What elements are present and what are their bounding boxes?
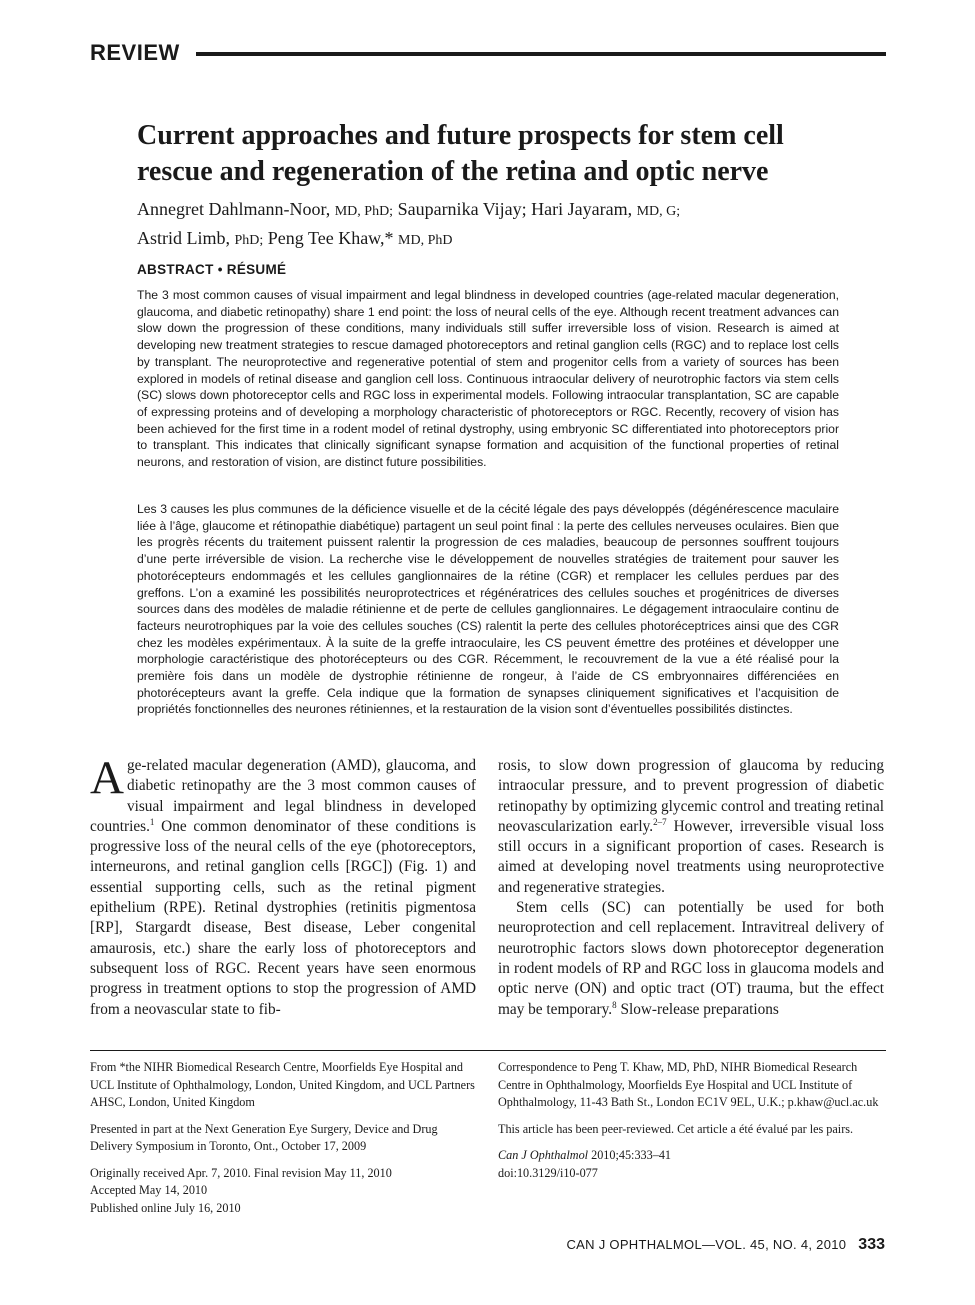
author-degrees: MD, PhD <box>398 233 453 248</box>
doi-link[interactable]: doi:10.3129/i10-077 <box>498 1165 598 1180</box>
reference-marker[interactable]: 2–7 <box>653 816 667 827</box>
article-title: Current approaches and future prospects for stem cell rescue and regeneration of the retina and optic nerve <box>137 120 784 187</box>
section-rule <box>196 52 886 56</box>
body-text: Stem cells (SC) can potentially be used for both neuroprotection and cell replacement. Intravitreal delivery of neurotrophic factors slows down photoreceptor degeneration in rodent models of RP and RGC loss in glaucoma models and optic nerve (ON) and optic tract (OT) trauma, but the effect may be temporary. <box>498 899 884 1018</box>
published-date: Published online July 16, 2010 <box>90 1200 241 1215</box>
footer-journal: CAN J OPHTHALMOL—VOL. 45, NO. 4, 2010 <box>566 1237 847 1252</box>
author-name: Hari Jayaram, <box>531 199 633 219</box>
author-name: Annegret Dahlmann-Noor, <box>137 199 331 219</box>
author-degrees: PhD; <box>234 233 264 248</box>
page-number: 333 <box>858 1236 885 1253</box>
history-note <box>90 1165 480 1218</box>
body-text: One common denominator of these conditions is progressive loss of the neural cells of the eye (photoreceptors, interneurons, and retinal ganglion cells [RGC]) (Fig. 1) and essential supporting cells, such as the retinal pigment epithelium (RPE). Retinal dystrophies (retinitis pigmentosa [RP], Stargardt disease, Best disease, Leber congenital amaurosis, etc.) share the early loss of photoreceptors and subsequent loss of RGC. Recent years have seen enormous progress in treatment options to stop the progression of AMD from a neovascular state to fib- <box>90 817 476 1018</box>
received-date: Originally received Apr. 7, 2010. Final revision May 11, 2010 <box>90 1165 392 1180</box>
body-paragraph <box>90 752 476 1020</box>
body-text: ge-related macular degeneration (AMD), glaucoma, and diabetic retinopathy are the 3 most common causes of visual impairment and legal blindness in developed countries. <box>90 757 476 835</box>
affiliation-note: From *the NIHR Biomedical Research Centre, Moorfields Eye Hospital and UCL Institute of Ophthalmology, London, United Kingdom, and UCL Partners AHSC, London, United Kingdom <box>90 1060 475 1109</box>
section-label: REVIEW <box>90 40 180 65</box>
running-footer <box>566 1236 885 1254</box>
body-column-left <box>90 752 476 1020</box>
body-text: However, irreversible visual loss still occurs in a significant proportion of cases. Research is aimed at developing novel treatments using neuroprotective and regenerative strategies. <box>498 817 884 896</box>
citation-journal: Can J Ophthalmol <box>498 1148 589 1162</box>
accepted-date: Accepted May 14, 2010 <box>90 1183 208 1197</box>
body-paragraph <box>498 898 884 1020</box>
author-list <box>137 196 837 254</box>
reference-marker[interactable]: 1 <box>149 816 155 827</box>
author-name: Astrid Limb, <box>137 228 230 248</box>
author-name: Sauparnika Vijay; <box>397 199 527 219</box>
footnotes-right <box>498 1059 888 1191</box>
footnote-divider <box>90 1050 886 1051</box>
peer-review-note: This article has been peer-reviewed. Cet article a été évalué par les pairs. <box>498 1121 854 1136</box>
body-text: rosis, to slow down progression of glaucoma by reducing intraocular pressure, and to prevent progression of diabetic retinopathy by optimizing glycemic control and treating retinal neovascularization early. <box>498 757 884 835</box>
reference-marker[interactable]: 8 <box>612 999 617 1010</box>
abstract-heading: ABSTRACT • RÉSUMÉ <box>137 262 287 277</box>
presentation-note: Presented in part at the Next Generation Eye Surgery, Device and Drug Delivery Symposium in Toronto, Ont., October 17, 2009 <box>90 1121 438 1153</box>
author-degrees: MD, PhD; <box>334 204 394 219</box>
body-paragraph <box>498 756 884 898</box>
body-column-right <box>498 756 884 1020</box>
body-text: Slow-release preparations <box>616 1000 779 1018</box>
citation-volume: 2010;45:333–41 <box>588 1148 672 1162</box>
section-header <box>90 38 886 68</box>
correspondence-note: Correspondence to Peng T. Khaw, MD, PhD, NIHR Biomedical Research Centre in Ophthalmology, Moorfields Eye Hospital and UCL Institute of Ophthalmology, 11-43 Bath St., London EC1V 9EL, U.K.; p.khaw@ucl.ac.uk <box>498 1060 879 1109</box>
drop-cap: A <box>90 752 124 804</box>
abstract-english: The 3 most common causes of visual impairment and legal blindness in developed countries (age-related macular degeneration, glaucoma, and diabetic retinopathy) share 1 end point: the loss of neural cells of the eye. Although recent treatment advances can slow down the progression of these conditions, many individuals still suffer irreversible loss of vision. Research is aimed at developing new treatment strategies to rescue damaged photoreceptors and retinal ganglion cells (RGC) and to replace lost cells by transplant. The neuroprotective and regenerative potential of stem and progenitor cells from a variety of sources has been explored in models of retinal disease and ganglion cell loss. Continuous intraocular delivery of neurotrophic factors via stem cells (SC) slows down photoreceptor cells and RGC loss in experimental models. Following intraocular transplantation, SC are capable of expressing proteins and of developing a morphology characteristic of photoreceptors or RGC. Recently, recovery of vision has been achieved for the first time in a rodent model of retinal dystrophy, using embryonic SC differentiated into photoreceptors prior to transplant. This indicates that clinically significant synapse formation and acquisition of the functional properties of retinal neurons, and restoration of vision, are distinct future possibilities. <box>137 288 839 470</box>
abstract-french: Les 3 causes les plus communes de la déficience visuelle et de la cécité légale des pays développés (dégénérescence maculaire liée à l’âge, glaucome et rétinopathie diabétique) partagent un seul point final : la perte des cellules nerveuses oculaires. Bien que les progrès récents du traitement puissent ralentir la progression de ces maladies, beaucoup de personnes souffrent toujours d’une perte irréversible de vision. La recherche vise le développement de nouvelles stratégies de traitement pour sauver les photorécepteurs endommagés et les cellules ganglionnaires de la rétine (CGR) et remplacer les cellules perdues par des greffons. L’on a examiné les possibilités neuroprotectrices et régénératrices des cellules souches et progénitrices de diverses sources dans des modèles de maladie rétinienne et de perte de cellules ganglionnaires. Le dégagement intraoculaire continu de facteurs neurotrophiques par la voie des cellules souches (CS) ralentit la perte des cellules photoréceptrices ainsi que des CGR chez les modèles expérimentaux. À la suite de la greffe intraoculaire, les CS peuvent émettre des protéines et développer une morphologie caractéristique des photorécepteurs ou des CGR. Récemment, le recouvrement de la vue a été réalisé pour la première fois dans un modèle de dystrophie rétinienne de rongeur, à l’aide de CS embryonnaires différenciées en photorécepteurs avant la greffe. Cela indique que la formation de synapses cliniquement significatives et l’acquisition de propriétés fonctionnelles des neurones rétiniennes, et la restauration de la vision sont d’éventuelles possibilités distinctes. <box>137 502 839 717</box>
author-degrees: MD, G; <box>636 204 681 219</box>
footnotes-left <box>90 1059 480 1226</box>
author-name: Peng Tee Khaw,* <box>267 228 394 248</box>
citation-note <box>498 1147 888 1182</box>
